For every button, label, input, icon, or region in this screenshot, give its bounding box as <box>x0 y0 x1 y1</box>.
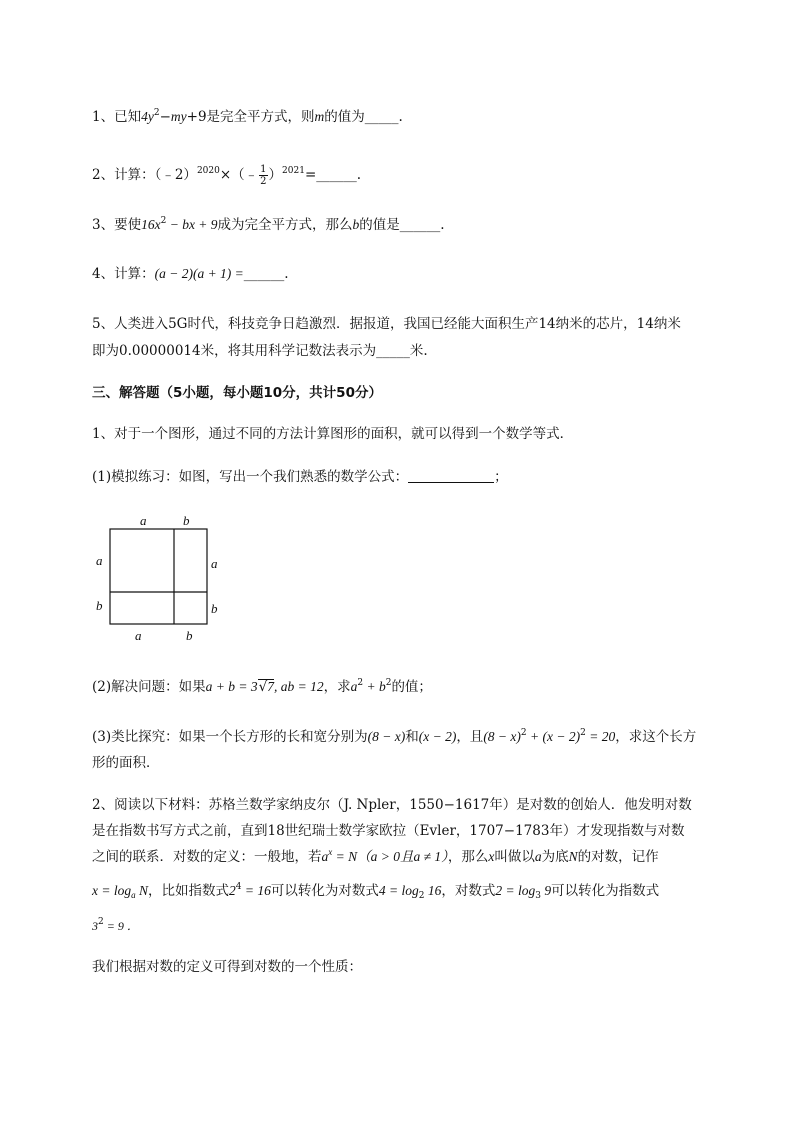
line-3-avar: a <box>534 849 542 864</box>
part-2-exp-a: 2 <box>357 678 364 688</box>
part-2-exp-b: 2 <box>385 678 392 688</box>
line-3-xvar: x <box>488 849 495 864</box>
label-left-a: a <box>96 553 103 568</box>
part-3-exp-a: 2 <box>520 728 527 738</box>
q3-exp: 2 <box>160 216 167 226</box>
label-right-b: b <box>211 601 218 616</box>
line-4-mid: ，比如指数式 <box>148 883 229 899</box>
q4-number: 4、 <box>92 266 115 282</box>
line-4-log: 4 = log <box>378 883 419 898</box>
q2-part2: ） <box>268 167 283 183</box>
line-4-mid3: ，对数式 <box>441 883 496 899</box>
line-4-2: 2 <box>229 883 236 898</box>
problem-2-line-2: 是在指数书写方式之前，直到18世纪瑞士数学家欧拉（Evler，1707−1783年）才发现指数与对数 <box>92 823 685 839</box>
label-top-b: b <box>183 513 190 528</box>
label-right-a: a <box>211 556 218 571</box>
label-bottom-a: a <box>135 628 142 643</box>
line-3-prefix: 之间的联系．对数的定义：一般地，若 <box>92 849 322 865</box>
part-3-and: 和 <box>405 729 419 745</box>
q2-frac-num: 1 <box>260 164 267 175</box>
problem-1-part-2 <box>92 677 432 697</box>
q1-var-y: y <box>147 109 154 124</box>
question-4 <box>92 264 289 284</box>
q1-minus: − <box>159 109 171 125</box>
q1-coef: 4 <box>141 109 148 124</box>
q2-suffix: =______. <box>304 167 362 183</box>
line-5-exp: 2 <box>98 917 104 927</box>
part-2-prefix: (2)解决问题：如果 <box>92 679 206 695</box>
label-top-a: a <box>140 513 147 528</box>
problem-1-intro: 1、对于一个图形，通过不同的方法计算图形的面积，就可以得到一个数学等式． <box>92 426 574 442</box>
part-2-root: √7 <box>258 679 274 695</box>
line-4-base2: 2 <box>418 891 425 901</box>
line-4-N: N <box>135 883 148 898</box>
problem-2-line-5 <box>92 916 139 936</box>
problem-1-part-3-line-2: 形的面积． <box>92 755 160 771</box>
line-4-16: 16 <box>424 883 442 898</box>
q2-exp1: 2020 <box>196 166 220 176</box>
part-2-cond1: a + b = 3 <box>205 679 258 694</box>
line-4-base3: 3 <box>535 891 541 901</box>
q2-part1: （﹣2） <box>154 167 197 183</box>
q3-middle: 成为完全平方式，那么 <box>217 217 353 233</box>
q1-exponent: 2 <box>153 108 160 118</box>
line-3-a: a <box>321 849 329 864</box>
q4-label: 计算： <box>114 266 155 282</box>
part-3-width: (x − 2) <box>418 729 457 744</box>
part-3-eq-a: (8 − x) <box>483 729 521 744</box>
q3-b: b <box>352 217 360 232</box>
line-3-eqN: = N <box>332 849 358 864</box>
line-5-end: = 9 ． <box>103 919 139 933</box>
line-3-mid: ，那么 <box>447 849 489 865</box>
line-4-x: x = log <box>92 883 132 898</box>
section-3-title: 三、解答题（5小题，每小题10分，共计50分） <box>92 385 382 401</box>
part-2-end: 的值； <box>391 679 432 695</box>
q1-number: 1、 <box>92 109 115 125</box>
part-3-end: ，求这个长方 <box>615 729 697 745</box>
part-3-exp-b: 2 <box>580 728 586 738</box>
label-bottom-b: b <box>186 628 193 643</box>
line-4-log2: 2 = log <box>495 883 536 898</box>
part-3-length: (8 − x) <box>367 729 406 744</box>
line-4-end: 可以转化为指数式 <box>551 883 660 899</box>
problem-2-line-3 <box>92 847 659 867</box>
part-2-plus-b: + b <box>363 679 386 694</box>
line-4-mid2: 可以转化为对数式 <box>270 883 379 899</box>
problem-2-line-1: 2、阅读以下材料：苏格兰数学家纳皮尔（J. Npler，1550−1617年）是对数的创始人．他发明对数 <box>92 797 692 813</box>
line-3-mid3: 为底 <box>541 849 569 865</box>
question-3 <box>92 215 445 235</box>
line-4-4: 4 <box>235 882 242 892</box>
line-3-mid2: 叫做以 <box>494 849 535 865</box>
q3-expr-a: 16x <box>141 217 161 232</box>
part-2-root-value: 7 <box>267 679 274 694</box>
q3-prefix: 要使 <box>114 217 142 233</box>
question-1 <box>92 107 403 127</box>
problem-2-closing: 我们根据对数的定义可得到对数的一个性质： <box>92 959 362 975</box>
q3-expr-b: − bx + 9 <box>166 217 218 232</box>
q2-number: 2、 <box>92 167 115 183</box>
q1-prefix: 已知 <box>114 109 142 125</box>
question-5-line-1: 5、人类进入5G时代，科技竞争日趋激烈．据报道，我国已经能大面积生产14纳米的芯片，14纳米 <box>92 316 681 332</box>
answer-blank <box>408 468 494 483</box>
line-5-3: 3 <box>92 919 98 933</box>
q4-suffix: ______. <box>243 266 289 282</box>
q2-frac-den: 2 <box>260 176 267 187</box>
line-4-eq16: = 16 <box>241 883 271 898</box>
q3-number: 3、 <box>92 217 115 233</box>
q2-times: ×（﹣ <box>219 167 259 183</box>
question-5-line-2: 即为0.00000014米，将其用科学记数法表示为_____米. <box>92 343 428 359</box>
q4-expr: (a − 2)(a + 1) = <box>154 266 244 281</box>
part-1-end: ； <box>494 469 508 485</box>
part-3-and2: ，且 <box>456 729 484 745</box>
square-diagram <box>90 508 230 648</box>
q3-suffix: 的值是______. <box>359 217 445 233</box>
part-3-eq-b: + (x − 2) <box>526 729 581 744</box>
part-1-text: (1)模拟练习：如图，写出一个我们熟悉的数学公式： <box>92 469 409 485</box>
part-2-mid: ，求 <box>323 679 351 695</box>
part-2-a: a <box>350 679 358 694</box>
part-2-cond2: , ab = 12 <box>273 679 324 694</box>
part-3-eq-c: = 20 <box>585 729 616 744</box>
problem-1-part-1 <box>92 467 508 487</box>
line-4-a: a <box>131 890 136 900</box>
question-2 <box>92 164 361 187</box>
line-3-cond: （a > 0且a ≠ 1） <box>357 849 448 864</box>
label-left-b: b <box>96 598 103 613</box>
problem-2-line-4 <box>92 881 659 901</box>
line-3-x-exp: x <box>328 847 333 857</box>
q2-exp2: 2021 <box>282 166 305 176</box>
q1-m: m <box>314 109 325 124</box>
line-3-N: N <box>568 849 578 864</box>
part-3-prefix: (3)类比探究：如果一个长方形的长和宽分别为 <box>92 729 368 745</box>
problem-1-part-3 <box>92 727 696 747</box>
q2-fraction <box>259 164 267 187</box>
line-4-9: 9 <box>540 883 552 898</box>
q1-my: my <box>170 109 187 124</box>
outer-square <box>110 529 207 624</box>
q1-middle: 是完全平方式，则 <box>206 109 315 125</box>
q1-plus9: +9 <box>186 109 207 125</box>
line-3-end: 的对数，记作 <box>577 849 659 865</box>
q1-suffix: 的值为_____. <box>324 109 403 125</box>
q2-label: 计算： <box>114 167 155 183</box>
